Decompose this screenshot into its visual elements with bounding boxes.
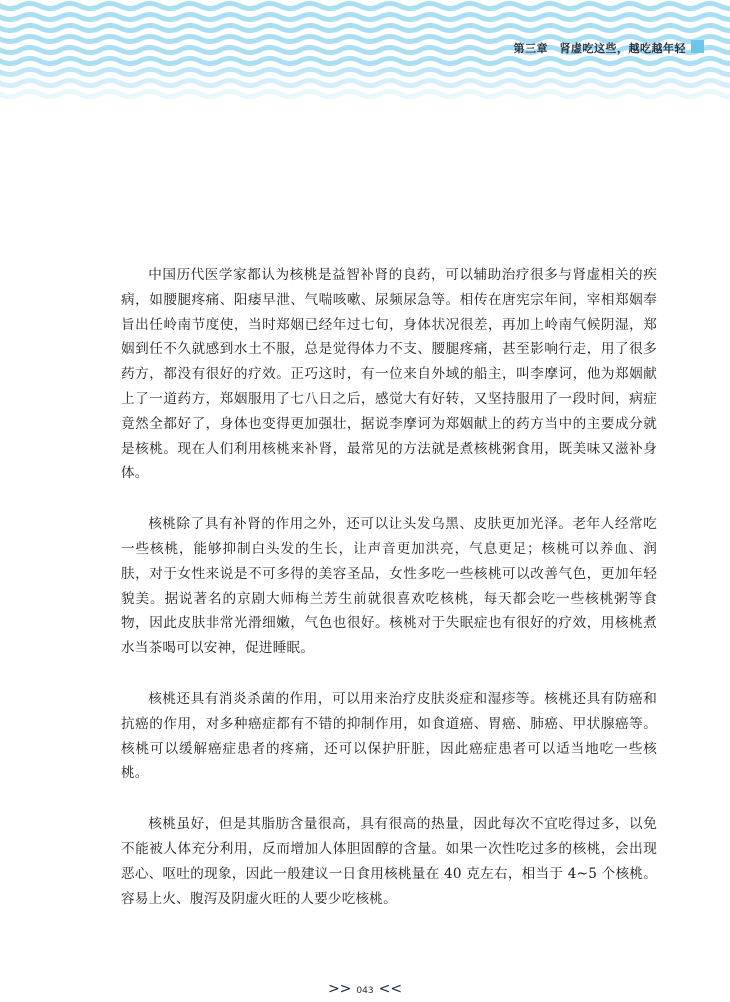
page-number: 043 — [356, 986, 374, 996]
wave-line — [0, 4, 730, 9]
chapter-marker — [691, 40, 704, 53]
paragraph: 核桃虽好，但是其脂肪含量很高，具有很高的热量，因此每次不宜吃得过多，以免不能被人体充分利用，反而增加人体胆固醇的含量。如果一次性吃过多的核桃，会出现恶心、呕吐的现象，因此一般建议一日食用核桃量在 40 克左右，相当于 4~5 个核桃。容易上火、腹泻及阴虚火旺的人要少吃核桃。 — [121, 816, 657, 907]
wave-line — [0, 15, 730, 20]
wave-line — [0, 26, 730, 31]
page-footer — [0, 978, 730, 997]
article-body — [121, 263, 657, 937]
wave-line — [0, 81, 730, 86]
wave-line — [0, 92, 730, 97]
paragraph: 中国历代医学家都认为核桃是益智补肾的良药，可以辅助治疗很多与肾虚相关的疾病，如腰腿疼痛、阳痿早泄、气喘咳嗽、尿频尿急等。相传在唐宪宗年间，宰相郑姻奉旨出任岭南节度使，当时郑姻已经年过七旬，身体状况很差，再加上岭南气候阴湿，郑姻到任不久就感到水土不服，总是觉得体力不支、腰腿疼痛，甚至影响行走，用了很多药方，都没有很好的疗效。正巧这时，有一位来自外域的船主，叫李摩诃，他为郑姻献上了一道药方，郑姻服用了七八日之后，感觉大有好转，又坚持服用了一段时间，病症竟然全都好了，身体也变得更加强壮，据说李摩诃为郑姻献上的药方当中的主要成分就是核桃。现在人们利用核桃来补肾，最常见的方法就是煮核桃粥食用，既美味又滋补身体。 — [121, 267, 657, 482]
wave-line — [0, 70, 730, 75]
footer-right-arrow: << — [378, 981, 403, 997]
chapter-title: 第三章 肾虚吃这些，越吃越年轻 — [513, 42, 686, 55]
paragraph: 核桃除了具有补肾的作用之外，还可以让头发乌黑、皮肤更加光泽。老年人经常吃一些核桃，能够抑制白头发的生长，让声音更加洪亮，气息更足；核桃可以养血、润肤，对于女性来说是不可多得的美容圣品，女性多吃一些核桃可以改善气色，更加年轻貌美。据说著名的京剧大师梅兰芳生前就很喜欢吃核桃，每天都会吃一些核桃粥等食物，因此皮肤非常光滑细嫩，气色也很好。核桃对于失眠症也有很好的疗效，用核桃煮水当茶喝可以安神，促进睡眠。 — [121, 516, 657, 657]
paragraph: 核桃还具有消炎杀菌的作用，可以用来治疗皮肤炎症和湿疹等。核桃还具有防癌和抗癌的作用，对多种癌症都有不错的抑制作用，如食道癌、胃癌、肺癌、甲状腺癌等。核桃可以缓解癌症患者的疼痛，还可以保护肝脏，因此癌症患者可以适当地吃一些核桃。 — [121, 690, 657, 782]
wave-line — [0, 59, 730, 64]
footer-left-arrow: >> — [327, 981, 352, 997]
